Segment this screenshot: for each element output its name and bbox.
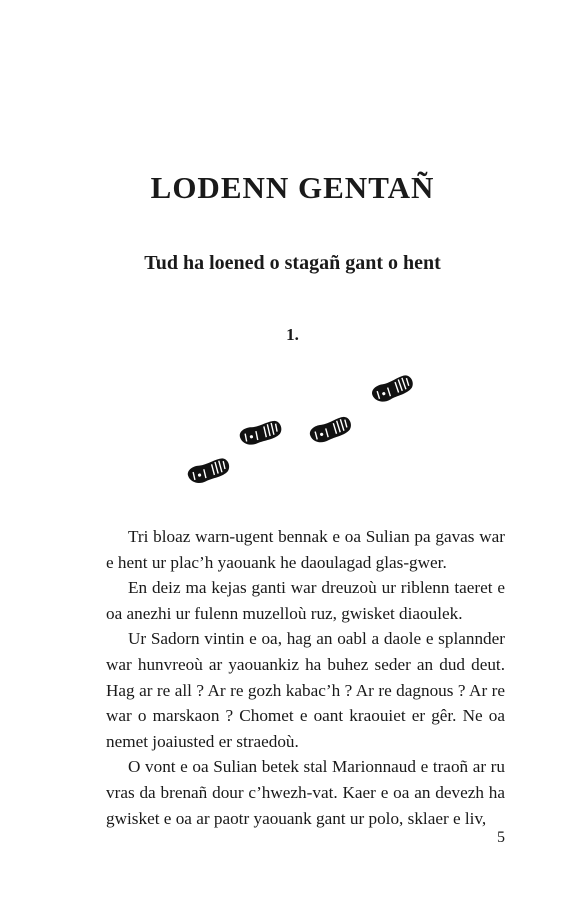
footprint-3 xyxy=(308,414,354,446)
paragraph-1: Tri bloaz warn-ugent bennak e oa Sulian pa gavas war e hent ur plac’h yaouank he daoulagad glas-gwer. xyxy=(106,527,505,572)
chapter-title: LODENN GENTAÑ xyxy=(150,170,435,205)
footprint-1 xyxy=(186,455,232,486)
page-number: 5 xyxy=(497,829,505,846)
footprint-2 xyxy=(238,418,284,448)
paragraph-2: En deiz ma kejas ganti war dreuzoù ur riblenn taeret e oa anezhi ur fulenn muzelloù ruz, gwisket diaoulek. xyxy=(106,578,505,623)
footprints-icon xyxy=(180,372,420,492)
section-number: 1. xyxy=(286,325,299,344)
footprint-4 xyxy=(370,372,416,406)
paragraph-4: O vont e oa Sulian betek stal Marionnaud e traoñ ar ru vras da brenañ dour c’hwezh-vat. Kaer e oa an devezh ha gwisket e oa ar paotr yaouank gant ur polo, sklaer e liv, xyxy=(106,757,505,828)
chapter-subtitle: Tud ha loened o stagañ gant o hent xyxy=(144,252,441,274)
body-text xyxy=(106,524,505,831)
paragraph-3: Ur Sadorn vintin e oa, hag an oabl a daole e splannder war hunvreoù ar yaouankiz ha buhez seder an dud deut. Hag ar re all ? Ar re gozh kabac’h ? Ar re dagnous ? Ar re war o marskaon ? Chomet e oant kraouiet er gêr. Ne oa nemet joaiusted er straedoù. xyxy=(106,629,505,751)
